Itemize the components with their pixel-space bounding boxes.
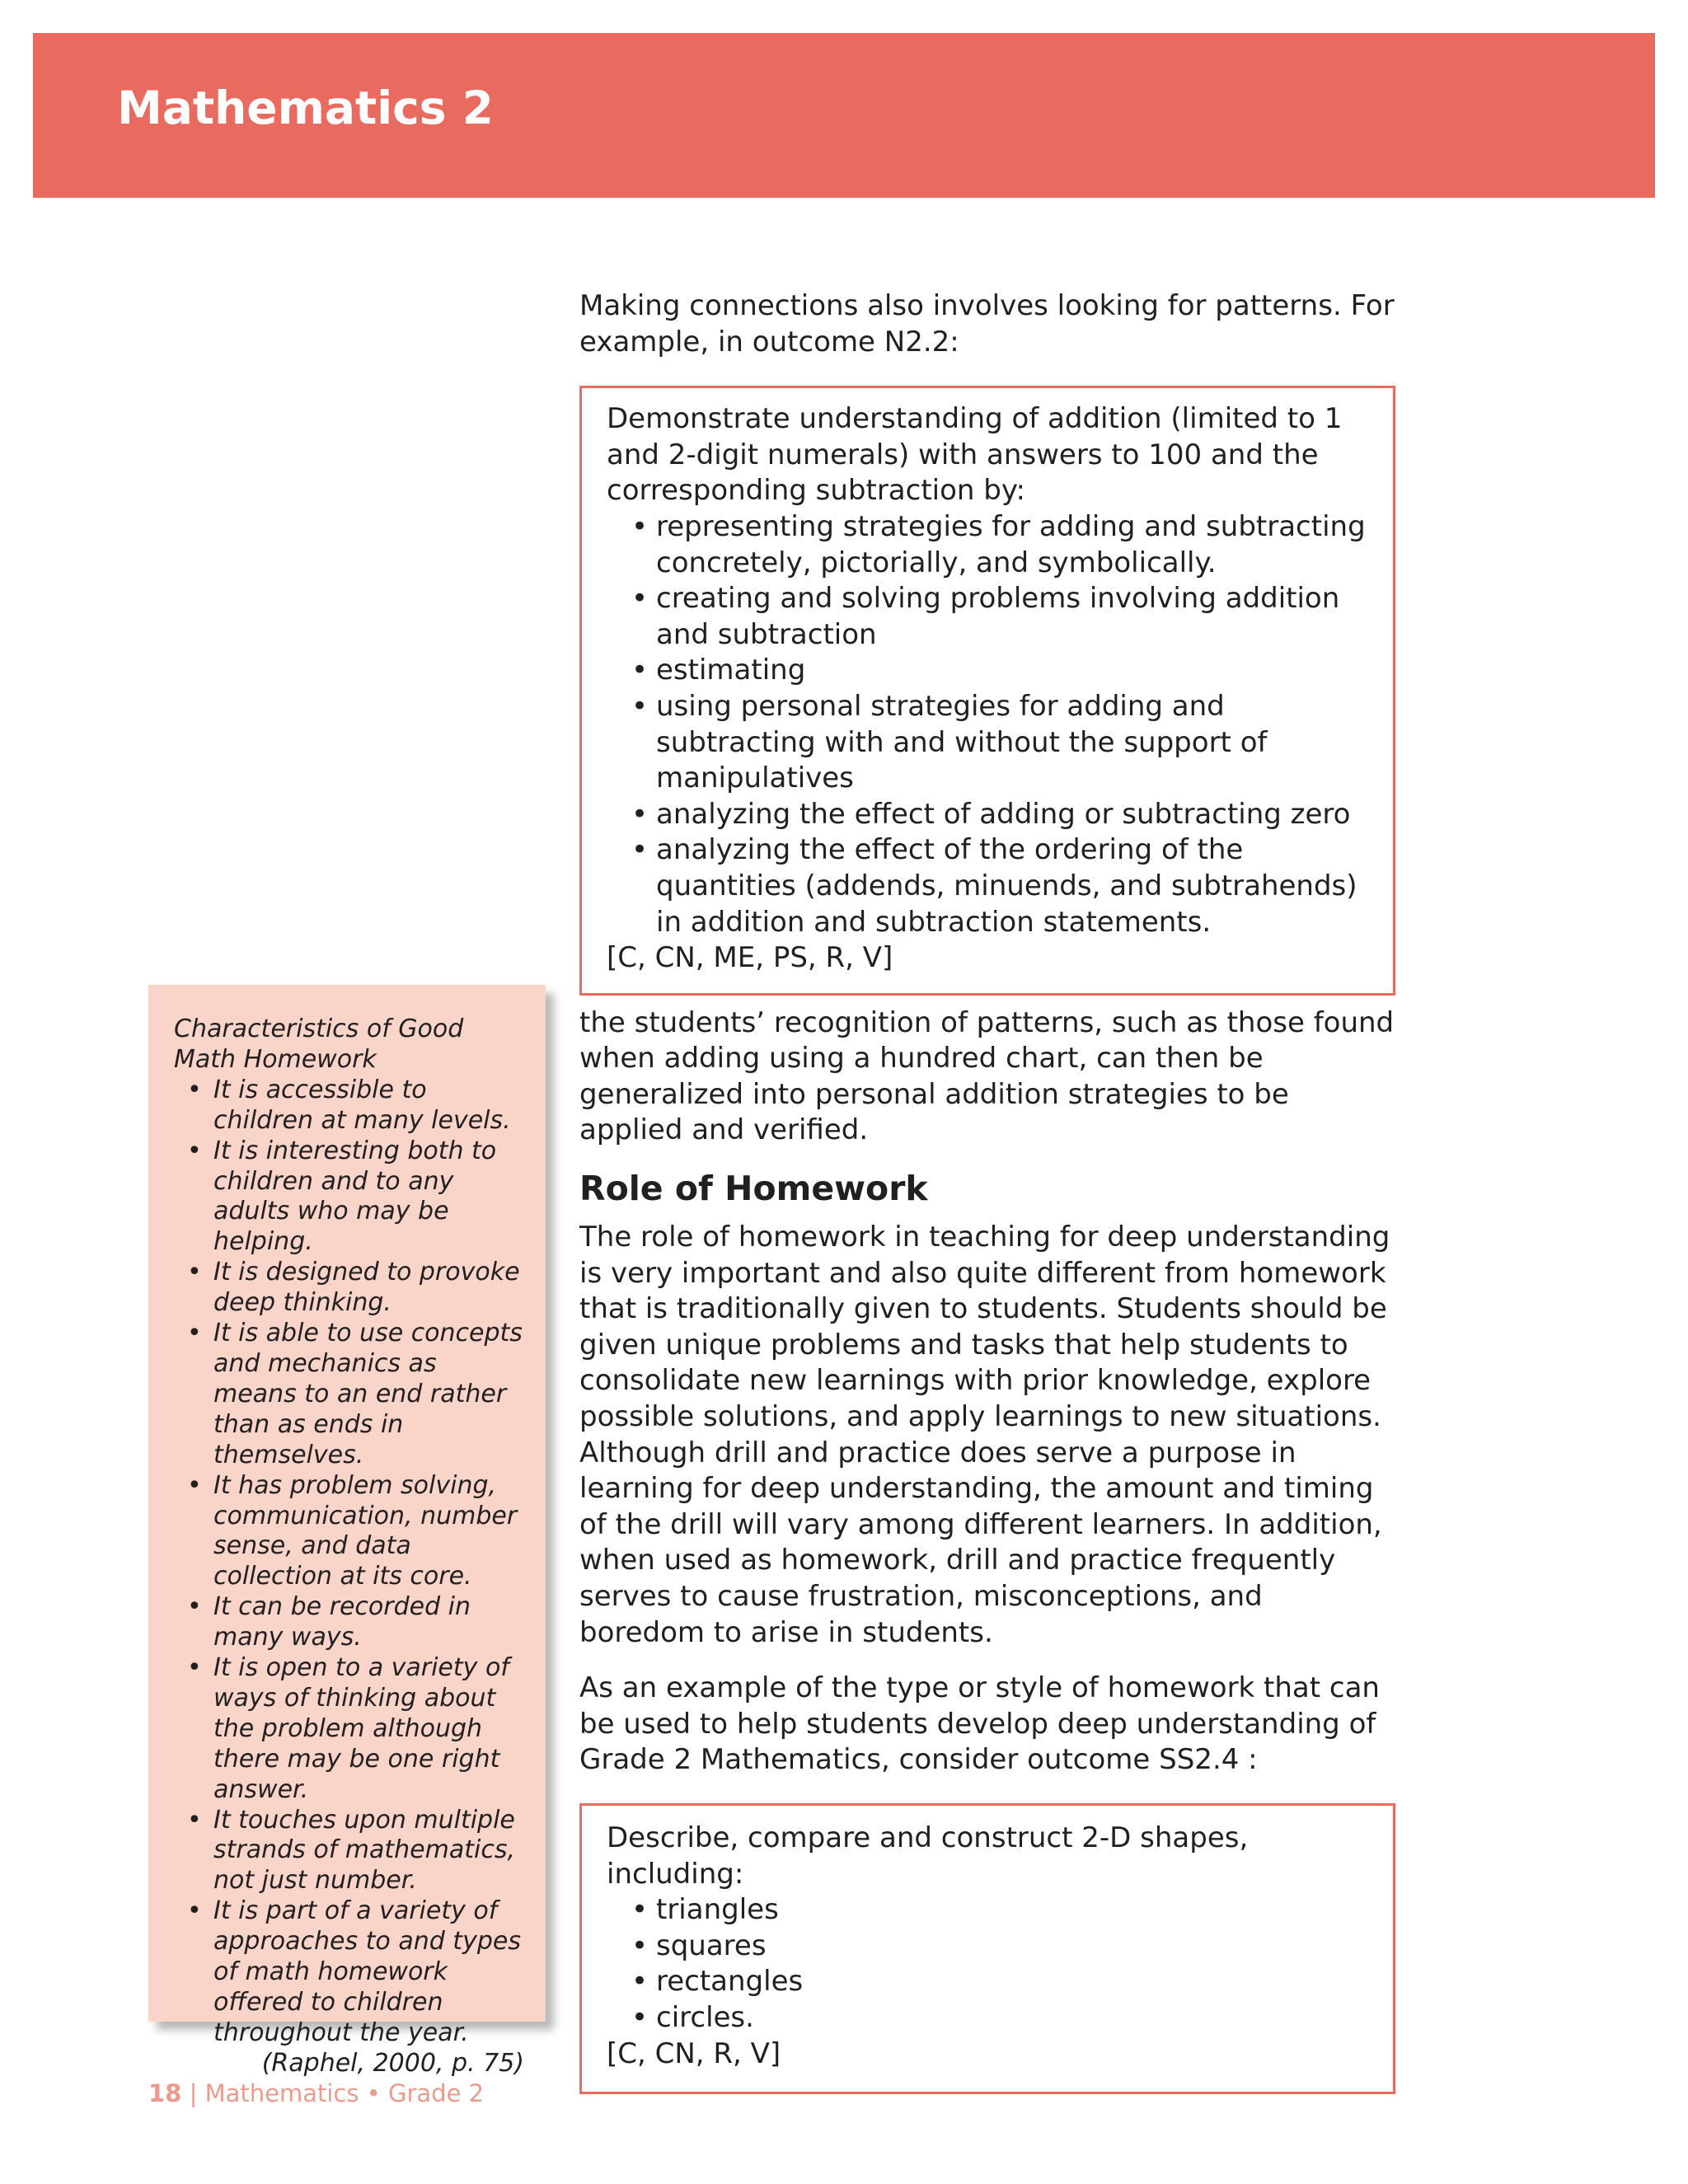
outcome-bullet: • triangles [631, 1892, 1368, 1929]
outcome-stem: Demonstrate understanding of addition (limited to 1 and 2-digit numerals) with answers to 100 and the corresponding subtraction by: [607, 402, 1343, 508]
sidebar-item: • It is accessible to children at many levels. [187, 1076, 524, 1137]
outcome-bullet: • estimating [631, 653, 1368, 689]
outcome-bullet: • using personal strategies for adding and subtracting with and without the support of manipulatives [631, 689, 1368, 797]
sidebar-item: • It is open to a variety of ways of thinking about the problem although there may be one right answer. [187, 1653, 524, 1806]
sidebar-callout [148, 985, 546, 2078]
footer-separator: | [189, 2079, 198, 2107]
outcome-processes: [C, CN, R, V] [607, 2036, 781, 2070]
intro-paragraph: Making connections also involves looking for patterns. For example, in outcome N2.2: [579, 289, 1395, 359]
outcome-bullet: • circles. [631, 2000, 1368, 2036]
outcome-stem: Describe, compare and construct 2-D shapes, including: [607, 1821, 1249, 1891]
outcome-bullet: • representing strategies for adding and subtracting concretely, pictorially, and symbolically. [631, 509, 1368, 581]
outcome-bullet: • squares [631, 1929, 1368, 1965]
outcome-bullet: • creating and solving problems involving addition and subtraction [631, 581, 1368, 653]
page-number: 18 [148, 2079, 182, 2107]
outcome-processes: [C, CN, ME, PS, R, V] [607, 941, 893, 975]
page-footer [148, 2079, 484, 2108]
sidebar-item: • It is able to use concepts and mechanics as means to an end rather than as ends in themselves. [187, 1319, 524, 1471]
sidebar-item: • It is designed to provoke deep thinking. [187, 1258, 524, 1319]
sidebar-item: • It touches upon multiple strands of mathematics, not just number. [187, 1806, 524, 1897]
outcome-bullet: • rectangles [631, 1964, 1368, 2000]
outcome-box-ss24 [579, 1803, 1395, 2094]
sidebar-item: • It can be recorded in many ways. [187, 1592, 524, 1653]
page-title: Mathematics 2 [117, 82, 494, 134]
outcome-bullet-list [607, 509, 1368, 940]
sidebar-item: • It is interesting both to children and to any adults who may be helping. [187, 1137, 524, 1258]
sidebar-item: • It has problem solving, communication, number sense, and data collection at its core. [187, 1471, 524, 1593]
sidebar-citation: (Raphel, 2000, p. 75) [261, 2048, 524, 2078]
outcome-bullet-list [607, 1892, 1368, 2036]
footer-title: Mathematics • Grade 2 [204, 2079, 485, 2107]
pattern-paragraph: the students’ recognition of patterns, such as those found when adding using a hundred chart, can then be generalized into personal addition strategies to be applied and verified. [579, 1005, 1395, 1147]
outcome-box-n22 [579, 386, 1395, 996]
sidebar-list [174, 1076, 524, 2049]
section-heading-homework: Role of Homework [579, 1169, 928, 1209]
sidebar-item: • It is part of a variety of approaches to and types of math homework offered to children throughout the year. [187, 1896, 524, 2049]
homework-paragraph-2: As an example of the type or style of homework that can be used to help students develop deep understanding of Grade 2 Mathematics, consider outcome SS2.4 : [579, 1671, 1380, 1777]
outcome-bullet: • analyzing the effect of adding or subtracting zero [631, 797, 1368, 833]
homework-paragraph-1: The role of homework in teaching for deep understanding is very important and also quite different from homework that is traditionally given to students. Students should be given unique problems and tasks that help students to consolidate new learnings with prior knowledge, explore possible solutions, and apply learnings to new situations. Although drill and practice does serve a purpose in learning for deep understanding, the amount and timing of the drill will vary among different learners. In addition, when used as homework, drill and practice frequently serves to cause frustration, misconceptions, and boredom to arise in students. [579, 1221, 1390, 1649]
main-column [579, 288, 1395, 2094]
outcome-bullet: • analyzing the effect of the ordering of the quantities (addends, minuends, and subtrahends) in addition and subtraction statements. [631, 832, 1368, 940]
sidebar-title: Characteristics of Good Math Homework [174, 1015, 464, 1074]
